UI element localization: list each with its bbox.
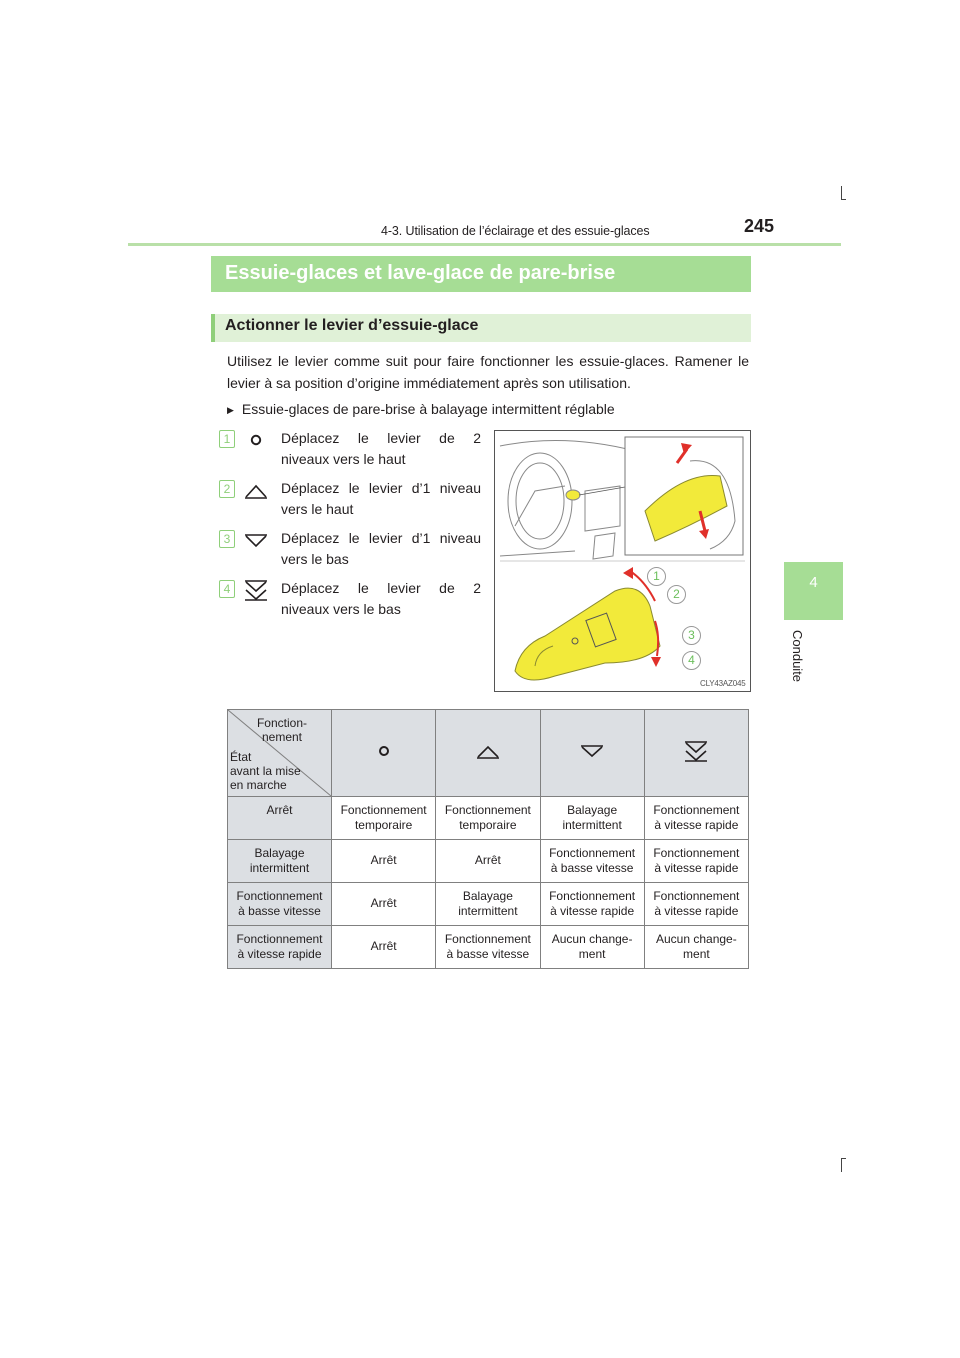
intermittent-icon	[476, 739, 500, 763]
item-text-1: Déplacez le levier de 2 niveaux vers le haut	[281, 430, 481, 467]
section-title-bar	[211, 256, 751, 292]
corner-label-function: Fonction- nement	[256, 716, 307, 744]
chapter-number: 4	[809, 574, 818, 591]
item-text-3: Déplacez le levier d’1 niveau vers le bas	[281, 530, 481, 567]
bullet-item	[227, 401, 615, 417]
header-low-speed	[540, 710, 644, 797]
table-row	[228, 883, 749, 926]
table-cell: Fonctionnement à vitesse rapide	[644, 883, 748, 926]
figure-code: CLY43AZ045	[700, 679, 746, 688]
high-speed-icon	[684, 739, 708, 763]
table-cell: Arrêt	[332, 926, 436, 969]
table-cell: Aucun change- ment	[644, 926, 748, 969]
item-text-2: Déplacez le levier d’1 niveau vers le haut	[281, 480, 481, 517]
subsection-title-bar	[211, 314, 751, 342]
table-cell: Aucun change- ment	[540, 926, 644, 969]
crop-mark-bottom	[841, 1158, 842, 1172]
table-cell: Arrêt	[332, 883, 436, 926]
high-speed-icon	[244, 578, 268, 602]
bullet-text: Essuie-glaces de pare-brise à balayage intermittent réglable	[241, 401, 615, 417]
item-text-4: Déplacez le levier de 2 niveaux vers le bas	[281, 580, 481, 617]
table-cell: Fonctionnement à vitesse rapide	[644, 840, 748, 883]
table-row	[228, 840, 749, 883]
table-cell: Fonctionnement temporaire	[436, 797, 540, 840]
bullet-triangle-icon: ▶	[227, 405, 234, 415]
intermittent-icon	[244, 478, 268, 502]
header-intermittent	[436, 710, 540, 797]
table-cell: Balayage intermittent	[540, 797, 644, 840]
low-speed-icon	[580, 739, 604, 763]
corner-label-state: État avant la mise en marche	[230, 750, 301, 792]
intro-paragraph: Utilisez le levier comme suit pour faire fonctionner les essuie-glaces. Ramener le levier à sa position d’origine immédiatement après son utilisation.	[227, 353, 749, 391]
mist-icon	[372, 739, 396, 763]
header-rule	[128, 243, 841, 246]
header-high-speed	[644, 710, 748, 797]
table-row	[228, 797, 749, 840]
item-number-1: 1	[219, 430, 235, 448]
state-cell: Fonctionnement à basse vitesse	[228, 883, 332, 926]
state-cell: Fonctionnement à vitesse rapide	[228, 926, 332, 969]
section-title: Essuie-glaces et lave-glace de pare-brise	[225, 262, 616, 284]
low-speed-icon	[244, 528, 268, 552]
callout-3: 3	[682, 626, 701, 645]
page-number: 245	[744, 216, 775, 236]
table-cell: Balayage intermittent	[436, 883, 540, 926]
header-mist	[332, 710, 436, 797]
table-cell: Fonctionnement à basse vitesse	[436, 926, 540, 969]
table-cell: Arrêt	[436, 840, 540, 883]
table-cell: Fonctionnement à vitesse rapide	[644, 797, 748, 840]
subsection-title: Actionner le levier d’essuie-glace	[225, 317, 479, 334]
item-number-4: 4	[219, 580, 235, 598]
table-cell: Fonctionnement temporaire	[332, 797, 436, 840]
callout-1: 1	[647, 567, 666, 586]
wiper-function-table	[227, 709, 749, 969]
table-cell: Arrêt	[332, 840, 436, 883]
chapter-tab	[784, 562, 843, 620]
chapter-label: Conduite	[790, 630, 805, 683]
item-number-2: 2	[219, 480, 235, 498]
table-header-row	[228, 710, 749, 797]
state-cell: Arrêt	[228, 797, 332, 840]
mist-icon	[244, 428, 268, 452]
lever-drawing	[495, 431, 750, 691]
state-cell: Balayage intermittent	[228, 840, 332, 883]
wiper-lever-illustration	[494, 430, 751, 692]
running-header: 4-3. Utilisation de l’éclairage et des essuie-glaces	[381, 224, 650, 238]
callout-2: 2	[667, 585, 686, 604]
table-corner-cell	[228, 710, 332, 797]
table-row	[228, 926, 749, 969]
callout-4: 4	[682, 651, 701, 670]
table-cell: Fonctionnement à vitesse rapide	[540, 883, 644, 926]
crop-mark-top	[841, 186, 842, 200]
table-cell: Fonctionnement à basse vitesse	[540, 840, 644, 883]
item-number-3: 3	[219, 530, 235, 548]
